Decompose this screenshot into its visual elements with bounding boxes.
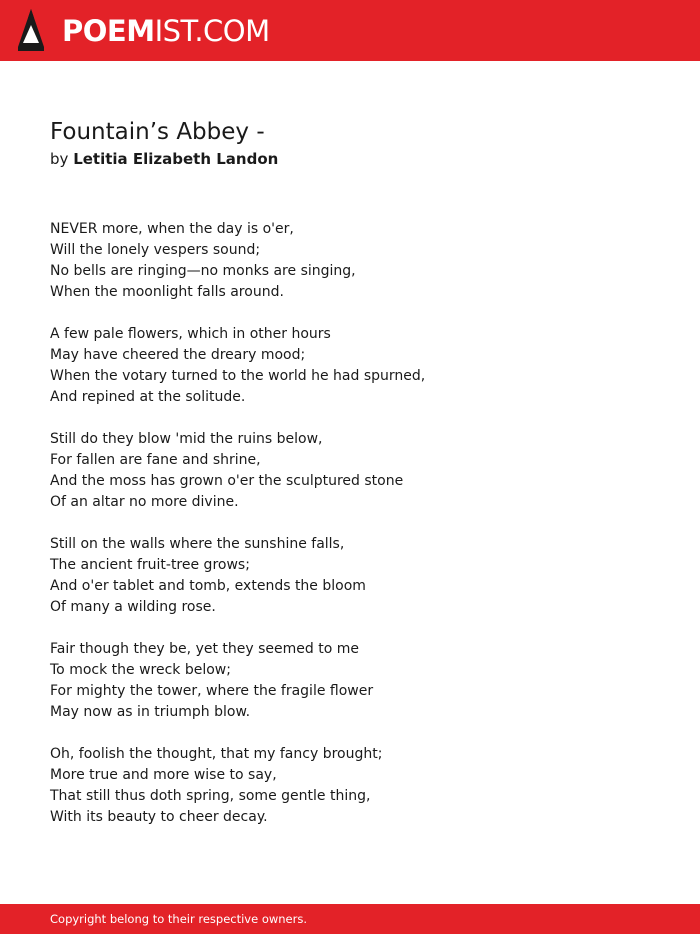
- poem-line: Fair though they be, yet they seemed to me: [50, 641, 359, 657]
- poem-line: With its beauty to cheer decay.: [50, 809, 268, 825]
- poem-line: Oh, foolish the thought, that my fancy brought;: [50, 746, 383, 762]
- poem-line: When the moonlight falls around.: [50, 284, 284, 300]
- stanza: [50, 219, 650, 303]
- stanza: [50, 429, 650, 513]
- poem-line: And o'er tablet and tomb, extends the bloom: [50, 578, 366, 594]
- poem-body: [50, 219, 650, 849]
- poem-line: May have cheered the dreary mood;: [50, 347, 306, 363]
- site-footer: [0, 904, 700, 934]
- site-logo[interactable]: [62, 13, 270, 49]
- poem-line: To mock the wreck below;: [50, 662, 231, 678]
- poem-line: More true and more wise to say,: [50, 767, 277, 783]
- poem-line: And repined at the solitude.: [50, 389, 246, 405]
- poem-line: And the moss has grown o'er the sculptured stone: [50, 473, 404, 489]
- site-header: [0, 0, 700, 61]
- poem-byline: [50, 149, 278, 169]
- poem-line: Will the lonely vespers sound;: [50, 242, 261, 258]
- poem-line: That still thus doth spring, some gentle thing,: [50, 788, 371, 804]
- poem-line: A few pale flowers, which in other hours: [50, 326, 331, 342]
- poem-line: For fallen are fane and shrine,: [50, 452, 261, 468]
- poem-line: For mighty the tower, where the fragile flower: [50, 683, 374, 699]
- poem-title: Fountain’s Abbey -: [50, 119, 265, 145]
- poem-line: Of many a wilding rose.: [50, 599, 216, 615]
- poem-line: Still do they blow 'mid the ruins below,: [50, 431, 323, 447]
- stanza: [50, 324, 650, 408]
- poem-line: Still on the walls where the sunshine falls,: [50, 536, 345, 552]
- poem-line: When the votary turned to the world he had spurned,: [50, 368, 426, 384]
- poem-line: No bells are ringing—no monks are singing,: [50, 263, 356, 279]
- logo-text-bold: POEM: [62, 14, 155, 48]
- stanza: [50, 534, 650, 618]
- poem-author: Letitia Elizabeth Landon: [73, 150, 279, 168]
- stanza: [50, 744, 650, 828]
- pencil-tip-icon[interactable]: [18, 9, 44, 51]
- by-label: by: [50, 150, 69, 168]
- copyright-notice: Copyright belong to their respective owners.: [50, 912, 308, 926]
- poem-line: May now as in triumph blow.: [50, 704, 251, 720]
- poem-line: NEVER more, when the day is o'er,: [50, 221, 294, 237]
- poem-line: The ancient fruit-tree grows;: [50, 557, 250, 573]
- logo-text-light: IST.COM: [154, 14, 270, 48]
- stanza: [50, 639, 650, 723]
- poem-line: Of an altar no more divine.: [50, 494, 239, 510]
